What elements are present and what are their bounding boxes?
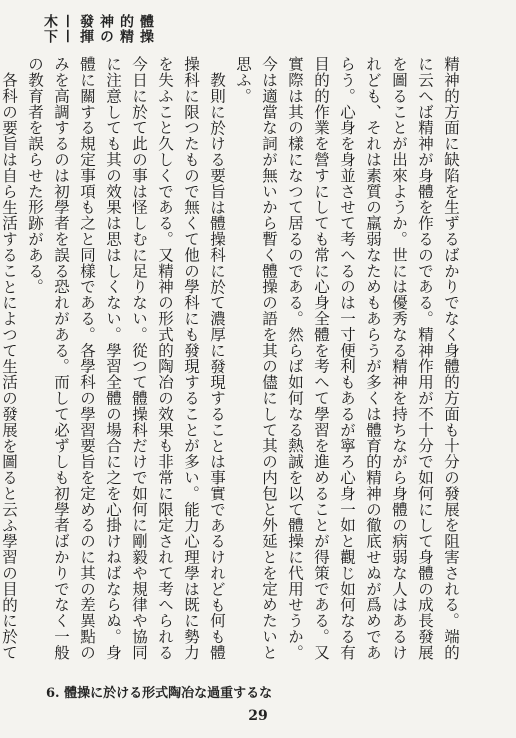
footnote: 6. 體操に於ける形式陶冶な過重するな xyxy=(46,686,273,701)
running-header: 體操的精神の發揮——木下 xyxy=(42,14,154,44)
page-number: 29 xyxy=(248,708,268,724)
paragraph: 教則に於ける要旨は體操科に於て濃厚に發現することは事實であるけれども何も體操科に限つたもので無くて他の學科にも發現することが多い。能力心理學は既に勢力を失ふこと久しくである。又精神の形式的陶冶の效果も非常に限定されて考へられる今日に於て此の事は怪しむに足りない。從つて體操科だけで如何に剛毅や規律や協同に注意しても其の效果は思はしくない。學習全體の場合に之を心掛けねばならぬ。身體に關する規定事項も之と同樣である。各學科の學習要旨を定めるのに其の差異點のみを高調するのは初學者を誤る恐れがある。而して必ずしも初學者ばかりでなく一般の教育者を誤らせた形跡がある。 xyxy=(26,56,226,661)
paragraph: 精神的方面に缺陷を生ずるばかりでなく身體的方面も十分の發展を阻害される。端的に云へば精神が身體を作るのである。精神作用が不十分で如何にして身體の成長發展を圖ることが出來ようか。世には優秀なる精神を持ちながら身體の病弱な人はあるけれども、それは素質の羸弱なためもあらうが多くは體育的精神の徹底せぬが爲めであらう。心身を身並させて考へるのは一寸便利もあるが寧ろ心身一如と觀じ如何なる有目的的作業を營すにしても常に心身全體を考へて學習を進めることが得策である。又實際は其の樣になつて居るのである。然らば如何なる熱誠を以て體操に代用せうか。今は適當な詞が無いから暫く體操の語を其の儘にして其の内包と外延とを定めたいと思ふ。 xyxy=(234,56,460,661)
paragraph: 各科の要旨は自ら生活することによつて生活の發展を圖ると云ふ學習の目的に於て xyxy=(0,71,18,660)
main-text xyxy=(0,56,464,668)
